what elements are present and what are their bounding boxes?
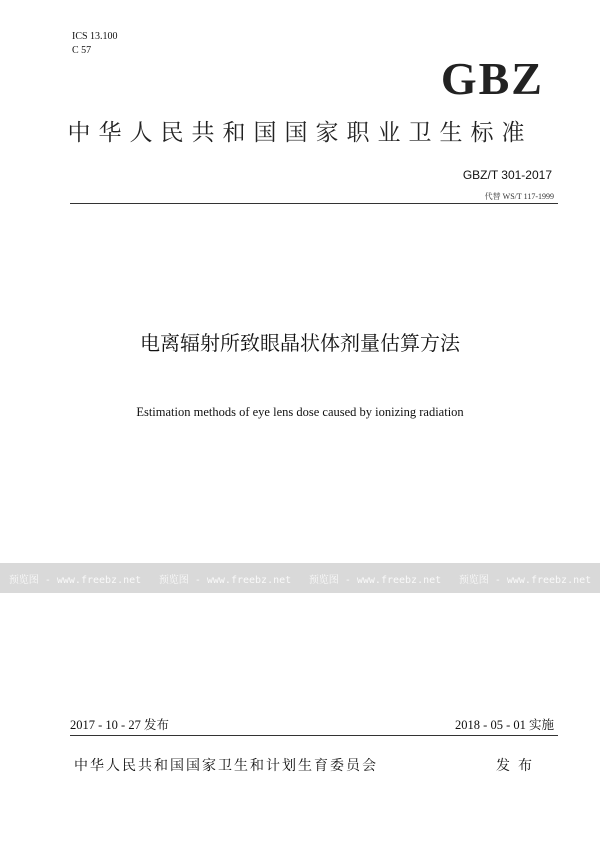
ccs-code: C 57 <box>72 45 92 56</box>
document-title-cn: 电离辐射所致眼晶状体剂量估算方法 <box>140 331 460 355</box>
footer-divider <box>70 735 558 736</box>
standard-code: GBZ/T 301-2017 <box>462 168 552 182</box>
standard-type: 中华人民共和国国家职业卫生标准 <box>67 120 533 146</box>
watermark-text: 预览图 - www.freebz.net <box>8 574 142 586</box>
watermark-band <box>0 563 600 593</box>
classification-codes <box>72 30 118 58</box>
watermark-text: 预览图 - www.freebz.net <box>458 574 592 586</box>
issue-date: 2017 - 10 - 27 发布 <box>70 718 169 732</box>
implement-date: 2018 - 05 - 01 实施 <box>455 718 554 732</box>
header-divider <box>70 203 558 204</box>
watermark-text: 预览图 - www.freebz.net <box>308 574 442 586</box>
ics-code: ICS 13.100 <box>72 31 118 42</box>
replaces-code: 代替 WS/T 117-1999 <box>484 192 554 201</box>
gbz-logo: GBZ <box>440 53 544 104</box>
publish-label: 发布 <box>496 758 540 774</box>
watermark-text: 预览图 - www.freebz.net <box>158 574 292 586</box>
document-title-en: Estimation methods of eye lens dose caused by ionizing radiation <box>136 405 464 419</box>
issuing-authority: 中华人民共和国国家卫生和计划生育委员会 <box>74 758 378 774</box>
